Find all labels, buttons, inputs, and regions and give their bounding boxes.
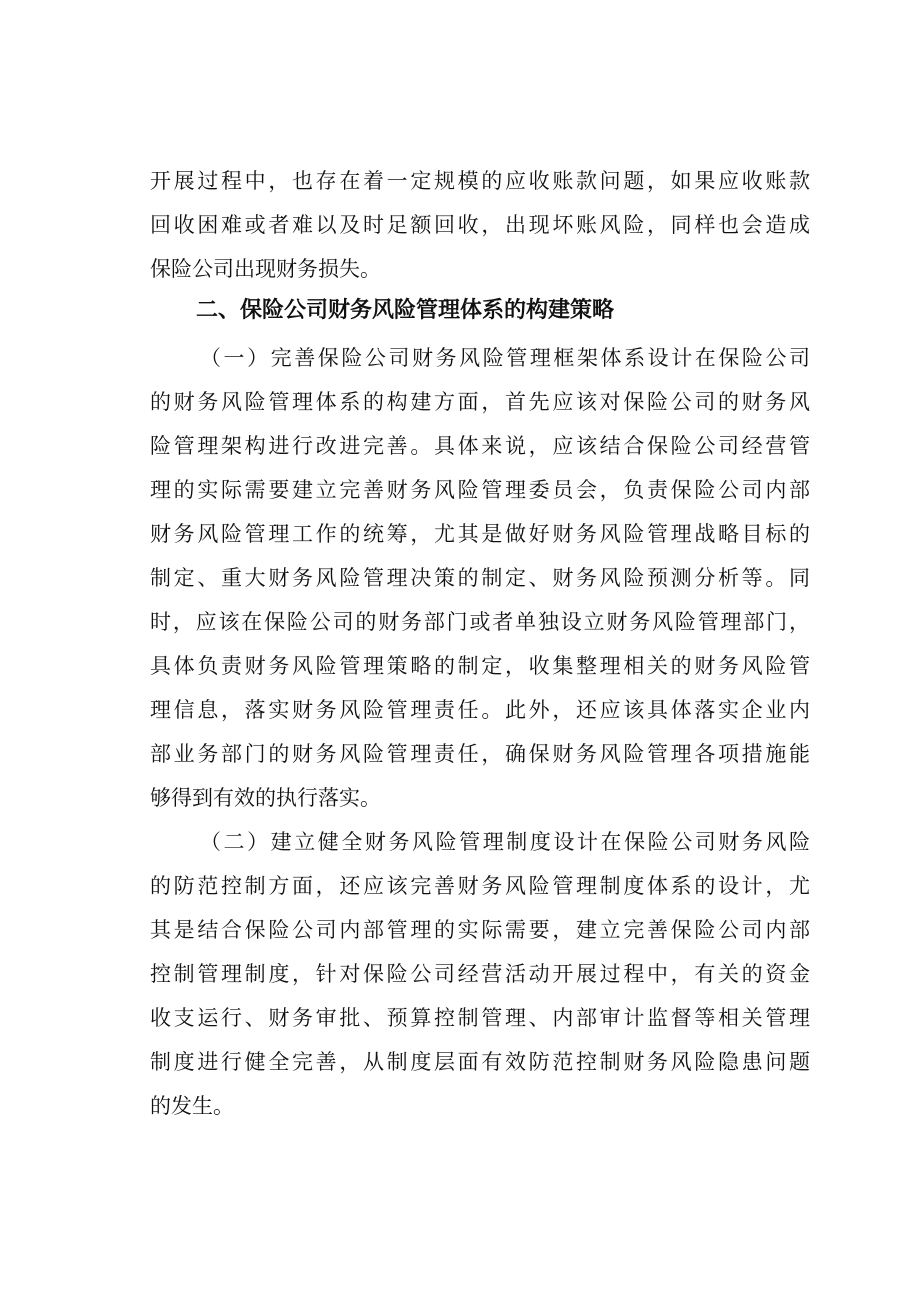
paragraph-1-line-8: 具体负责财务风险管理策略的制定，收集整理相关的财务风险管 [150,654,810,678]
intro-line-1: 开展过程中，也存在着一定规模的应收账款问题，如果应收账款 [150,169,810,193]
paragraph-2-line-4: 控制管理制度，针对保险公司经营活动开展过程中，有关的资金 [150,962,810,986]
paragraph-1-line-9: 理信息，落实财务风险管理责任。此外，还应该具体落实企业内 [150,698,810,722]
paragraph-2-line-6: 制度进行健全完善，从制度层面有效防范控制财务风险隐患问题 [150,1050,810,1074]
intro-line-2: 回收困难或者难以及时足额回收，出现坏账风险，同样也会造成 [150,213,810,237]
section-heading: 二、保险公司财务风险管理体系的构建策略 [196,298,615,323]
paragraph-1-line-6: 制定、重大财务风险管理决策的制定、财务风险预测分析等。同 [150,566,810,590]
paragraph-2-line-3: 其是结合保险公司内部管理的实际需要，建立完善保险公司内部 [150,918,810,942]
intro-line-3: 保险公司出现财务损失。 [150,257,381,281]
paragraph-2-line-5: 收支运行、财务审批、预算控制管理、内部审计监督等相关管理 [150,1006,810,1030]
paragraph-2-line-2: 的防范控制方面，还应该完善财务风险管理制度体系的设计，尤 [150,874,810,898]
paragraph-2-line-1: （二）建立健全财务风险管理制度设计在保险公司财务风险 [200,830,810,854]
paragraph-2-line-7: 的发生。 [150,1094,234,1118]
paragraph-1-line-2: 的财务风险管理体系的构建方面，首先应该对保险公司的财务风 [150,390,810,414]
paragraph-1-line-11: 够得到有效的执行落实。 [150,786,381,810]
paragraph-1-line-5: 财务风险管理工作的统筹，尤其是做好财务风险管理战略目标的 [150,522,810,546]
paragraph-1-line-7: 时，应该在保险公司的财务部门或者单独设立财务风险管理部门， [150,610,810,634]
paragraph-1-line-1: （一）完善保险公司财务风险管理框架体系设计在保险公司 [200,346,810,370]
paragraph-1-line-4: 理的实际需要建立完善财务风险管理委员会，负责保险公司内部 [150,478,810,502]
paragraph-1-line-10: 部业务部门的财务风险管理责任，确保财务风险管理各项措施能 [150,742,810,766]
paragraph-1-line-3: 险管理架构进行改进完善。具体来说，应该结合保险公司经营管 [150,434,810,458]
